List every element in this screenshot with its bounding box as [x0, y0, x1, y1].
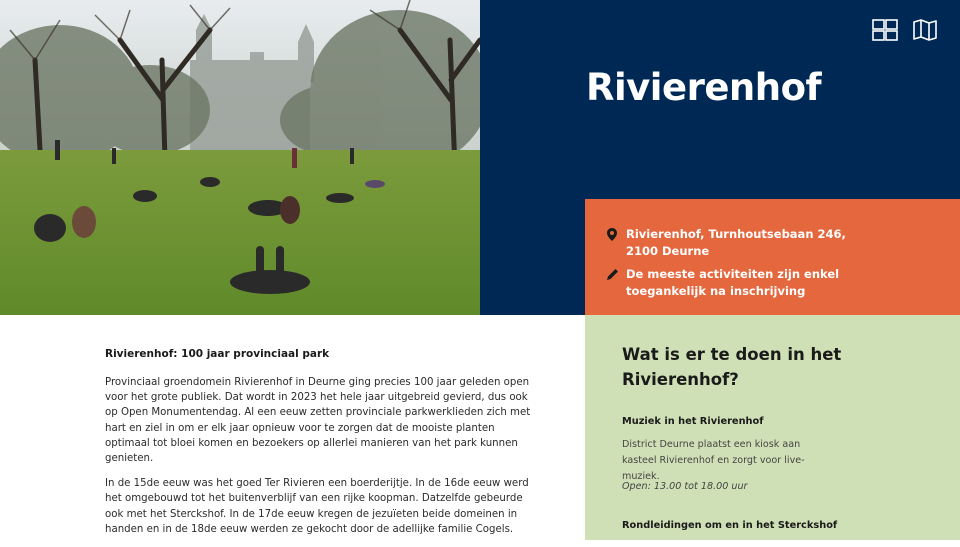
map-icon: [913, 19, 937, 41]
activity-title: Rondleidingen om en in het Sterckshof: [622, 520, 838, 531]
registration-notice: De meeste activiteiten zijn enkel toegankelijk na inschrijving: [626, 267, 840, 298]
grid-icon: [872, 19, 898, 41]
page-title: Rivierenhof: [586, 66, 822, 109]
grid-view-button[interactable]: [872, 18, 898, 42]
activity-hours: Open: 13.00 tot 18.00 uur: [622, 481, 748, 492]
article-paragraph: In de 15de eeuw was het goed Ter Rivieren een boerderijtje. In de 16de eeuw werd het omgebouwd tot het buitenverblijf van een rijke koopman. Datzelfde gebeurde ook met het Sterckshof. In de 17de eeuw kregen de jezuïeten beide domeinen in handen en in de 18de eeuw werden ze gekocht door de adellijke familie Cogels.: [105, 478, 529, 535]
location-pin-icon: [607, 226, 621, 246]
activity-title: Muziek in het Rivierenhof: [622, 416, 764, 427]
activities-title: Wat is er te doen in het Rivierenhof?: [622, 345, 842, 389]
pencil-icon: [607, 266, 621, 285]
address-row: [607, 226, 846, 260]
notice-row: [607, 266, 846, 300]
article-paragraph: Provinciaal groendomein Rivierenhof in Deurne ging precies 100 jaar geleden open voor het grote publiek. Dat wordt in 2023 het hele jaar uitgebreid gevierd, dus ook op Open Monumentendag. Al een eeuw zetten provinciale parkwerklieden zich met hart en ziel in om er elk jaar opnieuw voor te zorgen dat de mooiste planten optimaal tot bloei komen en bezoekers op allerlei manieren van het park kunnen genieten.: [105, 377, 531, 465]
article: [105, 348, 535, 547]
view-toggle-icons: [872, 18, 938, 42]
activity-description: District Deurne plaatst een kiosk aan kasteel Rivierenhof en zorgt voor live-muziek.: [622, 439, 805, 482]
map-view-button[interactable]: [912, 18, 938, 42]
park-photo-illustration: [0, 0, 480, 315]
article-heading: Rivierenhof: 100 jaar provinciaal park: [105, 348, 330, 360]
info-box: [585, 199, 960, 315]
hero-photo: [0, 0, 480, 315]
address-text: Rivierenhof, Turnhoutsebaan 246, 2100 Deurne: [626, 227, 846, 258]
activities-panel: [585, 315, 960, 540]
